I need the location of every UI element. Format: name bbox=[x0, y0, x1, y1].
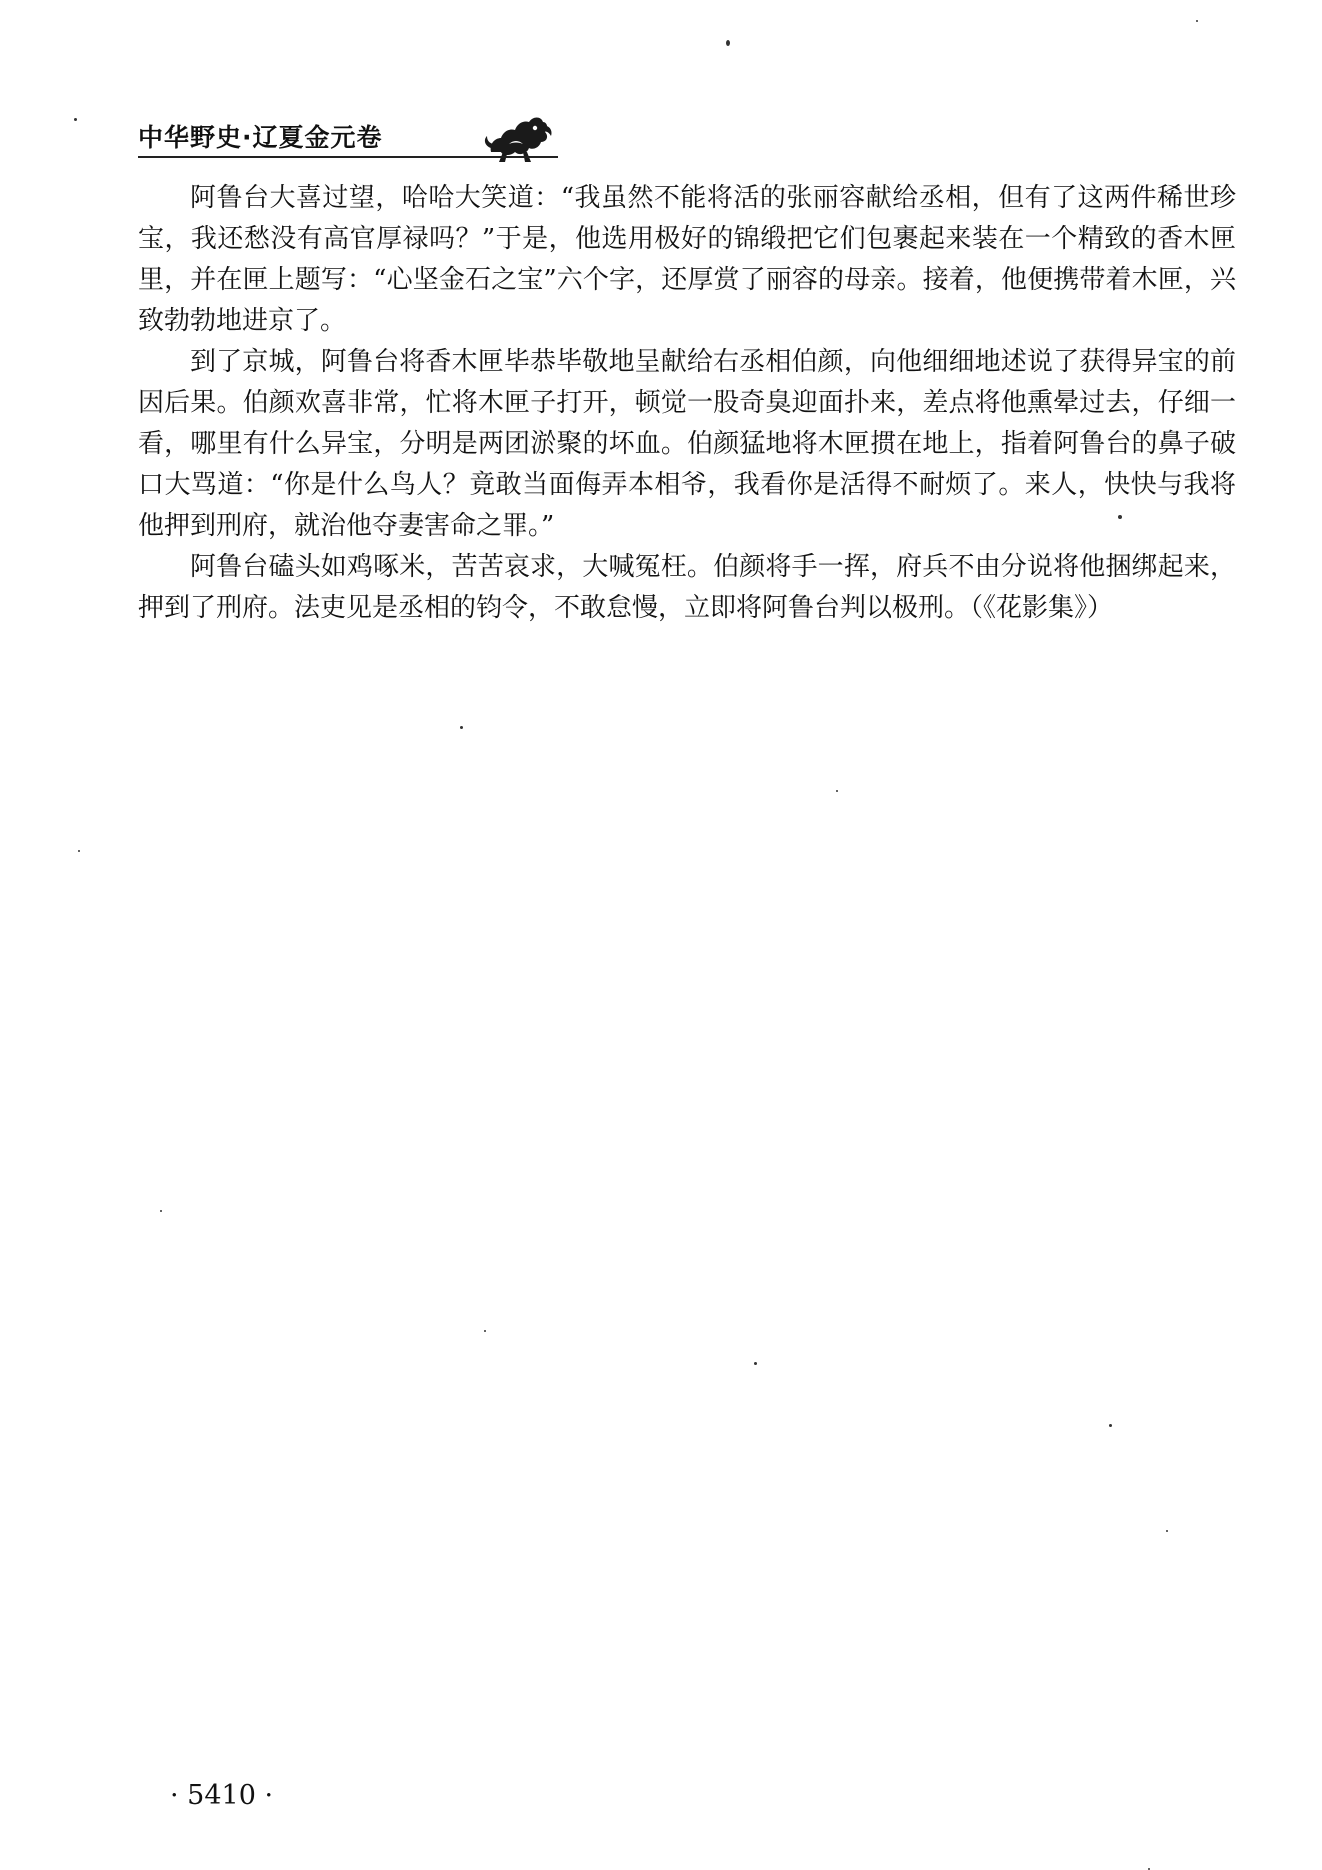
header-rule bbox=[138, 156, 558, 158]
running-header bbox=[138, 108, 558, 168]
scan-speck bbox=[726, 40, 730, 46]
scan-speck bbox=[160, 1210, 162, 1212]
page-number: · 5410 · bbox=[170, 1780, 274, 1811]
scan-speck bbox=[460, 726, 463, 729]
article-body bbox=[138, 178, 1236, 629]
scan-speck bbox=[754, 1362, 757, 1365]
scan-speck bbox=[1118, 515, 1122, 519]
scan-speck bbox=[1196, 20, 1198, 22]
scan-speck bbox=[1109, 1424, 1112, 1427]
scan-speck bbox=[1166, 1530, 1168, 1532]
paragraph: 阿鲁台大喜过望，哈哈大笑道：“我虽然不能将活的张丽容献给丞相，但有了这两件稀世珍宝，我还愁没有高官厚禄吗？”于是，他选用极好的锦缎把它们包裹起来装在一个精致的香木匣里，并在匣上题写：“心坚金石之宝”六个字，还厚赏了丽容的母亲。接着，他便携带着木匣，兴致勃勃地进京了。 bbox=[138, 183, 1236, 336]
paragraph: 到了京城，阿鲁台将香木匣毕恭毕敬地呈献给右丞相伯颜，向他细细地述说了获得异宝的前因后果。伯颜欢喜非常，忙将木匣子打开，顿觉一股奇臭迎面扑来，差点将他熏晕过去，仔细一看，哪里有什么异宝，分明是两团淤聚的坏血。伯颜猛地将木匣掼在地上，指着阿鲁台的鼻子破口大骂道：“你是什么鸟人？竟敢当面侮弄本相爷，我看你是活得不耐烦了。来人，快快与我将他押到刑府，就治他夺妻害命之罪。” bbox=[138, 347, 1236, 541]
header-title: 中华野史·辽夏金元卷 bbox=[138, 123, 383, 152]
scan-speck bbox=[74, 118, 77, 121]
scan-speck bbox=[484, 1330, 486, 1332]
scan-speck bbox=[836, 790, 838, 792]
paragraph: 阿鲁台磕头如鸡啄米，苦苦哀求，大喊冤枉。伯颜将手一挥，府兵不由分说将他捆绑起来，押到了刑府。法吏见是丞相的钧令，不敢怠慢，立即将阿鲁台判以极刑。（《花影集》） bbox=[138, 552, 1236, 623]
scan-speck bbox=[78, 850, 80, 852]
